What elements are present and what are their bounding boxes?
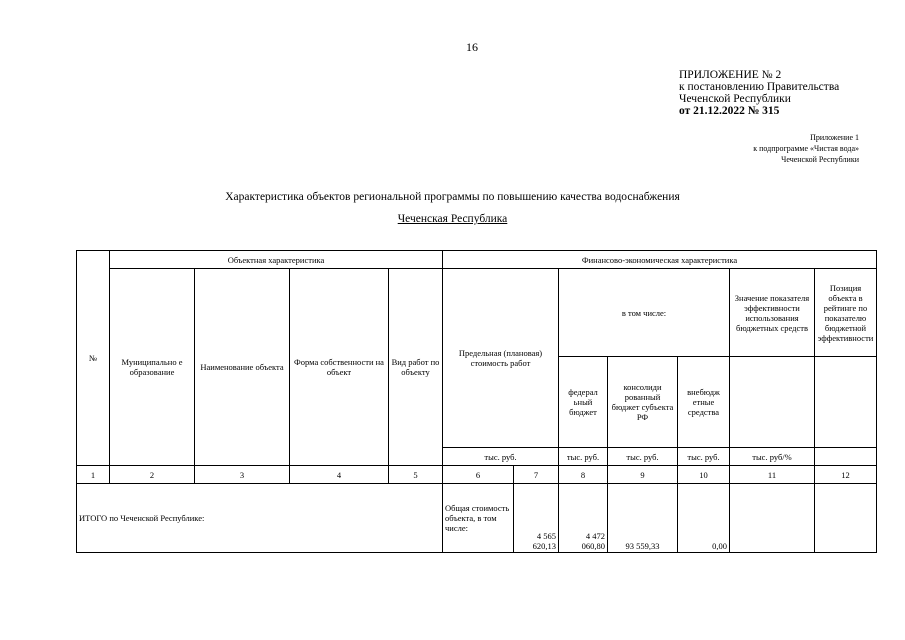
page-number: 16 [466,40,478,54]
appendix-1-heading [753,132,859,165]
col-number: 4 [290,466,389,484]
appendix-2-decree: к постановлению Правительства [679,81,840,93]
header-work-type: Вид работ по объекту [389,269,443,466]
header-municipality: Муниципально е образование [110,269,195,466]
header-including: в том числе: [559,269,730,357]
appendix-1-title: Приложение 1 [810,133,859,142]
appendix-2-heading [679,69,839,117]
header-no: № [77,251,110,466]
col-number: 12 [815,466,877,484]
total-efficiency-blank [730,484,815,553]
total-extrabudget-value: 0,00 [678,484,730,553]
total-label: ИТОГО по Чеченской Республике: [77,484,443,553]
col-number: 10 [678,466,730,484]
document-title: Характеристика объектов региональной программы по повышению качества водоснабжения [225,191,680,203]
col-number: 3 [195,466,290,484]
total-cost-label: Общая стоимость объекта, в том числе: [443,484,514,553]
col-number: 11 [730,466,815,484]
col-number: 6 [443,466,514,484]
header-efficiency: Значение показателя эффективности использования бюджетных средств [730,269,815,357]
header-extrabudget: внебюдж етные средства [678,357,730,448]
header-object-characteristic: Объектная характеристика [110,251,443,269]
header-cost: Предельная (плановая) стоимость работ [443,269,559,448]
col-number: 1 [77,466,110,484]
header-rank-blank [815,357,877,448]
header-consolidated: консолиди рованный бюджет субъекта РФ [608,357,678,448]
header-rank: Позиция объекта в рейтинге по показателю бюджетной эффективности [815,269,877,357]
appendix-1-subprogram: к подпрограмме «Чистая вода» [753,144,859,153]
unit-extrabudget: тыс. руб. [678,448,730,466]
header-efficiency-blank [730,357,815,448]
unit-consolidated: тыс. руб. [608,448,678,466]
col-number: 5 [389,466,443,484]
region-name: Чеченская Республика [397,213,508,225]
header-federal: федерал ьный бюджет [559,357,608,448]
header-financial-characteristic: Финансово-экономическая характеристика [443,251,877,269]
unit-rank-blank [815,448,877,466]
col-number: 8 [559,466,608,484]
appendix-2-republic: Чеченской Республики [679,93,791,105]
header-ownership: Форма собственности на объект [290,269,389,466]
table-row-total [77,484,877,553]
unit-federal: тыс. руб. [559,448,608,466]
col-number: 7 [514,466,559,484]
unit-cost: тыс. руб. [443,448,559,466]
total-cost-value: 4 565 620,13 [514,484,559,553]
appendix-1-republic: Чеченской Республики [781,155,859,164]
unit-efficiency: тыс. руб/% [730,448,815,466]
appendix-2-title: ПРИЛОЖЕНИЕ № 2 [679,69,782,81]
total-rank-blank [815,484,877,553]
total-consolidated-value: 93 559,33 [608,484,678,553]
appendix-2-date: от 21.12.2022 № 315 [679,105,780,117]
total-federal-value: 4 472 060,80 [559,484,608,553]
objects-table [76,250,877,553]
col-number: 9 [608,466,678,484]
header-object-name: Наименование объекта [195,269,290,466]
col-number: 2 [110,466,195,484]
